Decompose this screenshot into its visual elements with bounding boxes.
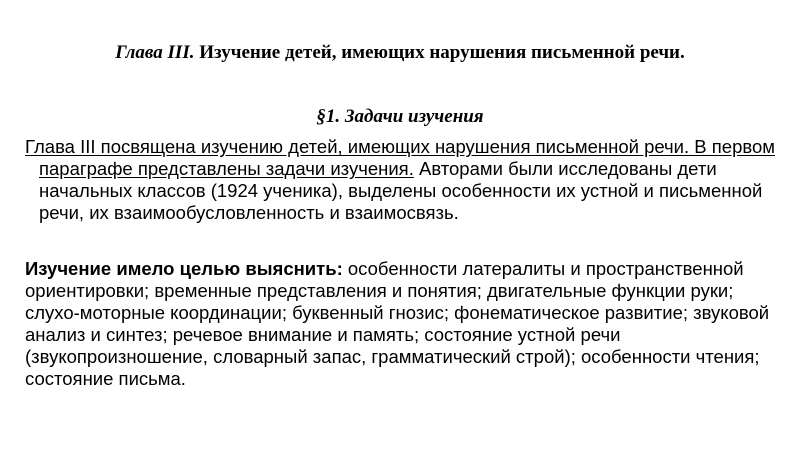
paragraph-intro	[25, 136, 779, 224]
paragraph-intro-rest: Авторами были исследованы дети начальных классов (1924 ученика), выделены особенности их устной и письменной речи, их взаимообусловленность и взаимосвязь.	[39, 158, 763, 223]
title-text: Изучение детей, имеющих нарушения письменной речи.	[199, 42, 685, 63]
paragraph-goals	[25, 258, 775, 390]
title-chapter: Глава III.	[115, 42, 195, 63]
paragraph-intro-underlined: Глава III посвящена изучению детей, имеющих нарушения письменной речи. В первом параграфе представлены задачи изучения.	[25, 136, 775, 179]
paragraph-goals-lead: Изучение имело целью выяснить:	[25, 258, 343, 279]
page-title	[60, 40, 740, 65]
section-subtitle: §1. Задачи изучения	[316, 106, 484, 127]
paragraph-goals-rest: особенности латералиты и пространственной ориентировки; временные представления и понятия; двигательные функции руки; слухо-моторные координации; буквенный гнозис; фонематическое развитие; звуковой анализ и синтез; речевое внимание и память; состояние устной речи (звукопроизношение, словарный запас, грамматический строй); особенности чтения; состояние письма.	[25, 258, 770, 389]
